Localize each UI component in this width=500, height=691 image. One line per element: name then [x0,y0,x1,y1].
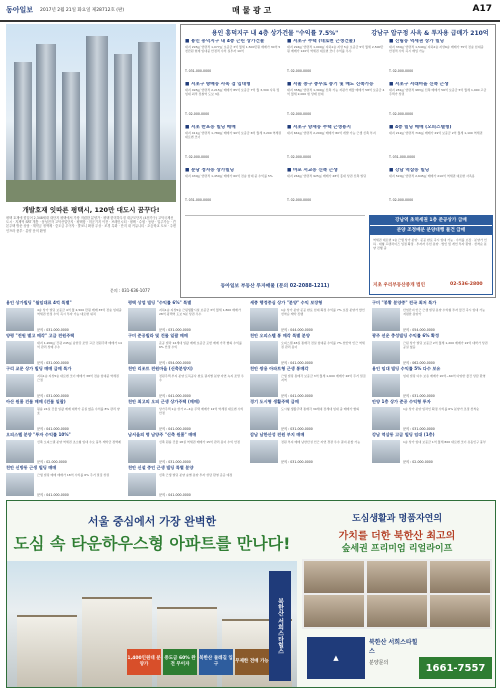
property-photo [128,440,156,463]
banner-headline-2: 도심 속 타운하우스형 아파트를 만나다! [13,534,291,553]
classified-listing [128,465,246,497]
property-photo [128,374,156,397]
classified-phone: 문의 : 041-000-0000 [37,493,69,497]
listing-phone: T. 031-000-0000 [185,198,212,202]
listing-phone: T. 02-000-0000 [389,69,414,73]
sample-unit-photos [302,559,492,629]
classified-title: 아산 원룸 건물 매매 (건물 일괄) [6,399,66,404]
mountain-icon: ▲ [333,654,339,662]
classified-phone: 문의 : 041-000-0000 [159,394,191,398]
classified-title: 경기 도시형 생활주택 급매 [250,399,299,404]
top-box-footer: 동아일보 부동산 투자매물 (문의 02-2088-1211) [220,284,330,289]
apartment-photo [6,24,176,202]
classified-phone: 문의 : 031-000-0000 [403,427,435,431]
property-photo [372,407,400,430]
classified-listing [250,300,368,332]
listing-phone: T. 02-000-0000 [185,112,210,116]
listing-item [287,125,385,165]
classified-body: 1층 상가 분양 임차인 확정 수익률 6% 분양가 조정 선착순 [403,407,480,411]
listing-item [287,168,385,208]
classified-body: 원룸 24실 건물 일괄 매매 대학가 공실 없음 수익률 8% 관리 양호 [37,407,120,415]
contact-bar [307,633,492,683]
property-photo [6,473,34,496]
classified-listing [372,399,490,431]
classified-body: 신축 오피스텔 분양 역세권 초소형 임대 수요 풍부 계약금 정액제 [37,440,121,444]
classified-title: 천안 최고의 오피 근생 상가주택 (매매) [128,399,200,404]
classified-listing [6,432,124,464]
classified-phone: 문의 : 041-000-0000 [159,493,191,497]
listing-title: ■ 신림동 역세권 상가 빌딩 [389,39,445,44]
classified-body: 전원 부지 매매 남한산성 인근 자연 경관 우수 필지 분할 가능 [281,440,361,444]
property-photo [6,341,34,364]
classified-body: 1층 상가 분양 준공 완료 임대 확정 수익률 7% 보장 분양가 할인 선착순 계약 진행 [281,308,365,316]
classified-listing [250,432,368,464]
classified-listing [372,333,490,365]
classified-title: 구미 "봉황 분양중" 전국 최저 특가 [372,300,437,305]
promo-header: 강남역 초역세권 1층 준공상가 급매 [370,216,492,225]
classified-title: 안양 1층 상가 준공 수익형 투자 [372,399,431,404]
masthead [0,0,500,22]
badge-interest: 중도금 60% 완전 무이자 [163,649,197,675]
classified-title: 용인 임대 빌딩 수익률 5% 다수 보유 [372,366,441,371]
property-photo [6,407,34,430]
listing-phone: T. 02-000-0000 [389,198,414,202]
classified-title: 양평 "전원 별고 매각" 고급 전원주택 [6,333,75,338]
classified-body: 4층 상가 빌딩 보증금 4억 월 2,500 만원 매매 35억 전층 임대중 역세권 안정 수익 즉시 투자 가능 대로변 위치 [37,308,122,316]
listing-item [185,125,283,165]
property-photo [128,308,156,331]
listing-grid [185,39,491,211]
classified-phone: 문의 : 041-000-0000 [159,427,191,431]
listing-phone: T. 031-000-0000 [389,155,416,159]
property-photo [250,407,278,430]
listing-title: ■ 서초 반포동 빌딩 매매 [185,125,236,130]
promo-body: 역세권 대로변 1층 근생 상가 분양 · 준공 완료 즉시 임대 가능 · 수익률 보장 · 분양가 인하 · 대형 프랜차이즈 입점 확정 · 투자자 우선 분양 · 법인 및 개인 투자 환영 · 선착순 분양 진행 중 [373,238,487,250]
property-photo [128,473,156,496]
listing-phone: T. 02-000-0000 [389,112,414,116]
property-photo [372,440,400,463]
property-photo [6,308,34,331]
listing-phone: T. 02-000-0000 [185,155,210,159]
classified-title: 용인 상가빌딩 "월임대료 4억 특별" [6,300,72,305]
page-number: A17 [472,4,492,14]
listing-item [389,168,487,208]
classified-listing [128,399,246,431]
classified-listing [372,300,490,332]
classified-title: 천안 신설 중인 근생 빌딩 특별 분양 [128,465,194,470]
classified-phone: 문의 : 031-000-0000 [159,460,191,464]
badge-trail: 북한산 둘레길 입구 [199,649,233,675]
classified-listing [6,465,124,497]
classified-title: 세종 행정중심 상가 "분양" 수익 보장형 [250,300,323,305]
listing-body: 대지 411㎡ 연면적 1,789㎡ 매매가 90억 보증금 6억 월세 3,200 역세권 대로변 코너 [185,131,282,139]
listing-item [185,168,283,208]
phone-number[interactable]: 1661-7557 [419,657,492,679]
banner-right-line-1: 도심생활과 명품자연의 [351,514,443,524]
classified-phone: 문의 : 031-000-0000 [281,427,313,431]
listing-body: 대지 281㎡ 연면적 983㎡ 신축 매매가 56억 보증금 5억 월세 1,900 고급 주택가 상권 [389,88,487,96]
promo-header2: 분양 조정배분 분양대행 물건 급매 [370,226,492,235]
classified-listing [250,333,368,365]
classified-listing [128,366,246,398]
top-box-right-header: 강남구 압구정 사옥 & 투자용 급매가 210억 [371,30,489,37]
listing-item [185,82,283,122]
classified-body: 상가주택 1층 상가 2~4층 주택 매매가 12억 역세권 대로변 수익 안정 [159,407,244,415]
classified-phone: 문의 : 031-000-0000 [37,361,69,365]
classified-phone: 문의 : 041-000-0000 [281,394,313,398]
classified-title: 구리 교문 상가 빌딩 매매 급매 특가 [6,366,72,371]
listing-title: ■ 용인 흥덕지구 내 4층 근린 상가건물 [185,39,265,44]
listing-item [389,125,487,165]
feature-contact: 문의 : 031-636-1077 [110,288,150,293]
badge-price: 1,400인원대 분양가 [127,649,161,675]
classified-grid [6,300,494,496]
property-photo [372,308,400,331]
listing-footer-area [185,215,365,292]
classified-body: 신축 근생 빌딩 분양 층별 분양 투자 상담 환영 준공 예정 [159,473,233,477]
classified-listing [128,432,246,464]
phone-label: 분양문의 [369,660,389,666]
listing-item [389,39,487,79]
classified-body: 근린 상가 빌딩 보증금 2억 월세 1,200 매매가 22억 대학가 상권 공실 없음 [403,341,488,349]
listing-title: ■ 분당 정자동 상가빌딩 [185,168,235,173]
vertical-sign: 북한산 서희스타힐스 [269,571,291,681]
classified-title: 남서울의 명 남양주 "신축 원룸" 매매 [128,432,197,437]
classified-phone: 문의 : 02-000-0000 [403,460,433,464]
property-photo [6,440,34,463]
classified-phone: 문의 : 031-000-0000 [403,394,435,398]
property-photo [250,440,278,463]
listing-body: 대지 661㎡ 연면적 2,200㎡ 매매가 80억 개발 가능 근생 신축 부지 [287,131,376,135]
listing-body: 대지 330㎡ 연면적 1,540㎡ 지하2층 지상6층 매매가 75억 전층 임대중 안정적 수익 즉시 매입 가능 [389,45,484,53]
top-box-header: 용인 흥덕지구 내 4층 상가건물 "수익률 7.5%" [211,30,339,37]
classified-phone: 문의 : 044-000-0000 [281,328,313,332]
listing-body: 대지 430㎡ 연면적 1,450㎡ 매매가 60억 전층 임대 중 수익률 5% [185,174,273,178]
classified-title: 구미 준공빌라 및 건물 일괄 매매 [128,333,188,338]
classified-title: 천안 오피스텔 통 매각 특별 분양 [250,333,310,338]
banner-right-line-3: 숲세권 프리미엄 리얼라이프 [341,544,453,554]
property-photo [250,374,278,397]
classified-title: 광주 선운 충성빌딩 수익률 6% 확정 [372,333,439,338]
classified-phone: 문의 : 031-000-0000 [37,328,69,332]
classified-phone: 문의 : 031-000-0000 [37,394,69,398]
classified-body: 산업단지 인근 근생 빌딩 분양 수익형 투자 물건 즉시 임대 가능 저렴한 분양가 [403,308,485,316]
classified-listing [6,366,124,398]
listing-title: ■ 서초구 주택 (대로변 근생건물) [287,39,356,44]
feature-body: 평택 호재에 힘입어 2,348세대 대단지 평택에서 가장 저렴한 분양가 · 평택 한미하우징 대규모단지 (4천가구) 고덕국제신도시 · 지제역 SRT 개통 · 삼성전자 고덕산업단지 · 평택항 · 미군기지 이전 · 브레인시티 · 평택 · 수원 · 동탄 · 입주가능 · 견본주택 방문 상담 · 계약금 정액제 · 중도금 무이자 · 발코니 확장 무상 · 조경 특화 · 단지 내 커뮤니티 · 초등학교 도보 · 주변 인프라 풍부 · 분양 문의 환영 [6,216,176,233]
classified-listing [372,432,490,464]
property-photo [372,374,400,397]
classified-listing [6,399,124,431]
classified-phone: 문의 : 031-000-0000 [281,460,313,464]
listing-phone: T. 02-000-0000 [287,155,312,159]
classified-title: 천안 신방동 근생 빌딩 매매 [6,465,57,470]
property-photo [250,308,278,331]
listing-title: ■ 4층 빌딩 매매 (오피스텔형) [389,125,452,130]
badge-resale: 무제한 전매 가능 [235,649,269,675]
classified-body: 도시형 생활주택 통매각 30세대 전세대 임대 중 매매가 협의 [281,407,360,411]
newspaper-logo: 동아일보 [6,6,34,14]
listing-title: ■ 서초구 방배동 사옥 겸 임대형 [185,82,251,87]
listing-item [287,39,385,79]
classified-title: 강남 역삼동 고급 빌딩 임대 (1층) [372,432,435,437]
listing-item [185,39,283,79]
promo-footer-label: 지초 우리부동산중개 법인 [373,283,426,288]
section-title: 매 물 광 고 [232,6,272,15]
listing-body: 대지 495㎡ 연면적 2,215㎡ 매매가 85억 보증금 7억 월 3,300 사옥 및 임대 최적 전철역 도보 3분 [185,88,280,96]
listing-phone: T. 02-000-0000 [287,69,312,73]
property-photo [128,341,156,364]
classified-phone: 문의 : 041-000-0000 [37,427,69,431]
property-photo [6,374,34,397]
classified-title: 천안 리조트 전원마을 (신축분양지) [128,366,193,371]
classified-body: 근생 빌딩 통매각 보증금 3억 월세 1,600 매매가 26억 주거 밀집지역 [281,374,366,382]
classified-body: 1층 상가 임대 보증금 1억 월세 800 대로변 코너 유동인구 풍부 [403,440,486,444]
classified-listing [372,366,490,398]
classified-phone: 문의 : 054-000-0000 [403,328,435,332]
listing-body: 대지 295㎡ 연면적 1,077㎡ 보증금 3억 월세 1,500만원 매매가 30억 5천만원 현재 임대중 안정적 수익 실투자 10억 [185,45,281,53]
classified-body: 전원주택 부지 분양 토목공사 완료 필지별 분양 자연 녹지 조망 우수 [159,374,244,382]
classified-listing [128,333,246,365]
classified-phone: 문의 : 031-000-0000 [159,328,191,332]
classified-phone: 문의 : 054-000-0000 [159,361,191,365]
listing-body: 대지 358㎡ 연면적 1,300㎡ 신축 가능 저평가 매물 매매가 58억 보증금 4억 월세 2,000 현 상태 임대 [287,88,385,96]
classified-body: 오피스텔 48실 통매각 전실 임대중 수익률 7% 천안역 인근 역세권 관리 용이 [281,341,365,349]
banner-headline-1: 서울 중심에서 가장 완벽한 [87,515,217,528]
classified-body: 신축 원룸 건물 18실 역세권 매매가 15억 관리 용이 수익 안정 [159,440,240,444]
property-photo [128,407,156,430]
classified-listing [128,300,246,332]
classified-listing [250,366,368,398]
issue-date: 2017년 2월 21일 화요일 제28712호 (판) [40,8,125,13]
listing-phone: T. 031-000-0000 [185,69,212,73]
banner-right-line-2: 가치를 더한 북한산 최고의 [338,531,456,542]
classified-listing [6,300,124,332]
feature-headline: 개발호재 잇따른 평택시, 120만 대도시 꿈꾸다! [22,206,160,214]
classified-listing [6,333,124,365]
classified-body: 근생 빌딩 매매 매매가 18억 수익률 6% 주거 밀집 상권 [37,473,110,477]
classified-phone: 문의 : 02-000-0000 [37,460,67,464]
promo-box [369,215,493,295]
top-listing-box [180,24,496,298]
promo-footer-tel: 02-536-2800 [450,282,483,287]
listing-body: 대지 264㎡ 연면적 925㎡ 매매가 48억 홍대 상권 신축 빌딩 [287,174,367,178]
listing-body: 대지 294㎡ 연면적 1,000㎡ 지하1층 지상 5층 보증금 5억 월세 2,500만원 매매가 120억 역세권 대로변 코너 수익률 우수 [287,45,384,53]
brand-name: 북한산 서희스타힐스 [369,639,418,655]
listing-body: 대지 212㎡ 연면적 716㎡ 매매가 29억 보증금 2억 월세 1,100 역세권 [389,131,483,135]
classified-body: 대지 1,200㎡ 건평 245㎡ 남한강 조망 고급 전원주택 매매가 14억 관리 상태 우수 [37,341,122,349]
listing-item [389,82,487,122]
listing-phone: T. 02-000-0000 [287,112,312,116]
classified-body: 임대 빌딩 다수 보유 매매가 20억~60억 다양한 물건 상담 환영 [403,374,486,378]
listing-title: ■ 서초구 양재동 주택 근생용지 [287,125,351,130]
classified-title: 오피스텔 분양 "투자 수익률 10%" [6,432,71,437]
listing-title: ■ 서울 중구 충무로 중기 및 매도 신축가능 [287,82,374,87]
property-photo [372,341,400,364]
listing-item [287,82,385,122]
classified-title: 감남 남한산성 전원 부지 매매 [250,432,305,437]
classified-title: 평택 상업 빌딩 "수익률 6%" 특별 [128,300,192,305]
classified-body: 지하1층 지상5층 근린생활시설 보증금 3억 월세 1,800 매매가 28억 평택역 도보 5분 상권 우수 [159,308,241,316]
listing-title: ■ 마포 서교동 신축 근생 [287,168,338,173]
classified-body: 준공 빌라 12세대 일괄 매매 보증금 포함 매매 가격 협의 수익률 6% 안정 수익 [159,341,242,349]
listing-body: 대지 520㎡ 연면적 2,645㎡ 매매가 210억 역세권 대로변 사옥용 [389,174,475,178]
property-photo [250,341,278,364]
apartment-banner-ad [6,500,496,688]
classified-body: 지하1층 지상5층 대로변 코너 매매가 38억 전층 임대중 역세권 근접 [37,374,119,382]
classified-title: 천안 쌍용 아파트형 근생 통매각 [250,366,309,371]
classified-phone: 문의 : 041-000-0000 [281,361,313,365]
listing-title: ■ 서초구 서래마을 신축 근생 [389,82,449,87]
classified-listing [250,399,368,431]
brand-logo [307,637,365,679]
listing-title: ■ 강남 역삼동 빌딩 [389,168,430,173]
listing-phone: T. 02-000-0000 [287,198,312,202]
classified-phone: 문의 : 062-000-0000 [403,361,435,365]
